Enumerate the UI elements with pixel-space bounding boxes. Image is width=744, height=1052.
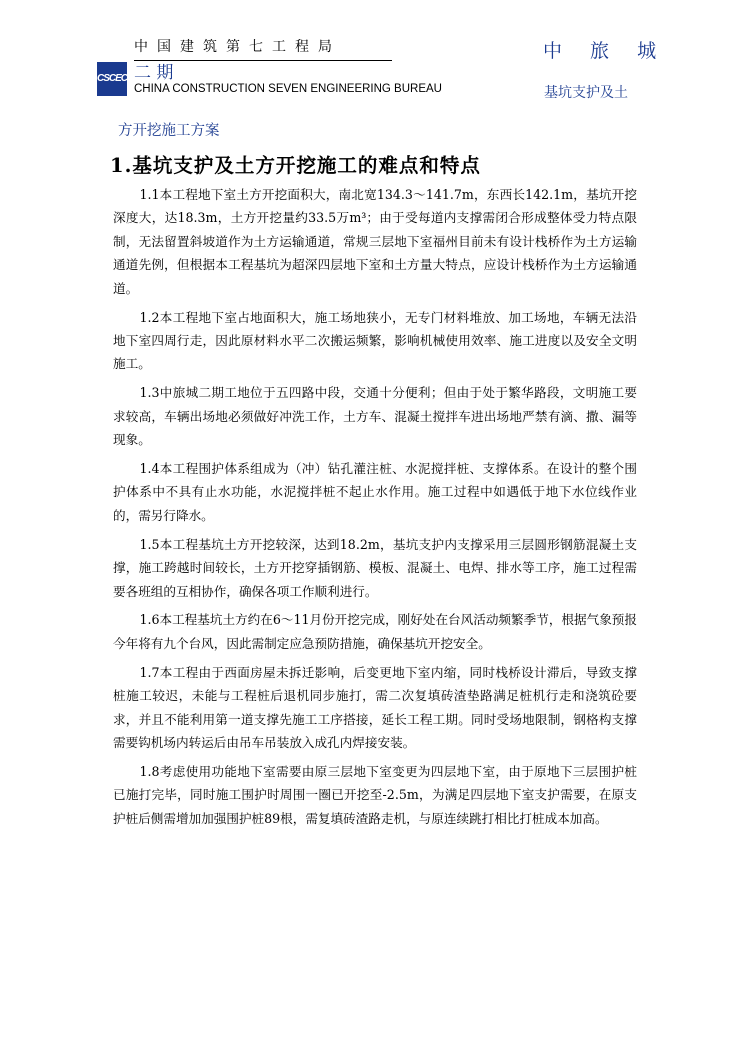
paragraph-1-8: 1.8考虑使用功能地下室需要由原三层地下室变更为四层地下室，由于原地下三层围护桩已施打完毕，同时施工围护时周围一圈已开挖至-2.5m，为满足四层地下室支护需要，在原支护桩后侧需增加加强围护桩89根，需复填砖渣路走机，与原连续跳打相比打桩成本加高。 — [113, 763, 637, 826]
section-title: 1.基坑支护及土方开挖施工的难点和特点 — [110, 154, 481, 177]
paragraph-1-1: 1.1本工程地下室土方开挖面积大，南北宽134.3～141.7m，东西长142.1m，基坑开挖深度大，达18.3m，土方开挖量约33.5万m³；由于受每道内支撑需闭合形成整体受力特点限制，无法留置斜坡道作为土方运输通道，常规三层地下室福州目前未有设计栈桥作为土方运输通道先例，但根据本工程基坑为超深四层地下室和土方量大特点，应设计栈桥作为土方运输通道。 — [113, 187, 637, 296]
paragraph-1-6: 1.6本工程基坑土方约在6～11月份开挖完成，刚好处在台风活动频繁季节，根据气象预报今年将有九个台风，因此需制定应急预防措施，确保基坑开挖安全。 — [113, 612, 637, 651]
paragraph-1-7: 1.7本工程由于西面房屋未拆迁影响，后变更地下室内缩，同时栈桥设计滞后，导致支撑桩施工较迟，未能与工程桩后退机同步施打，需二次复填砖渣垫路满足桩机行走和浇筑砼要求，并且不能利用第一道支撑先施工工序搭接，延长工程工期。同时受场地限制，钢格构支撑需要钩机场内转运后由吊车吊装放入成孔内焊接安装。 — [113, 664, 637, 750]
header-project-phase: 二 期 — [134, 63, 174, 83]
paragraph-1-4: 1.4本工程围护体系组成为（冲）钻孔灌注桩、水泥搅拌桩、支撑体系。在设计的整个围护体系中不具有止水功能，水泥搅拌桩不起止水作用。施工过程中如遇低于地下水位线作业的，需另行降水。 — [113, 460, 637, 523]
header-doc-title: 基坑支护及土 — [544, 85, 628, 101]
header-project-name: 中 旅 城 — [543, 40, 668, 62]
header-doc-title-continued: 方开挖施工方案 — [118, 123, 220, 139]
paragraph-1-5: 1.5本工程基坑土方开挖较深，达到18.2m，基坑支护内支撑采用三层圆形钢筋混凝土支撑，施工跨越时间较长，土方开挖穿插钢筋、模板、混凝土、电焊、排水等工序，施工过程需要各班组的互相协作，确保各项工作顺利进行。 — [113, 536, 637, 599]
header-english-name: CHINA CONSTRUCTION SEVEN ENGINEERING BUREAU — [134, 83, 442, 95]
company-logo-icon — [97, 62, 127, 96]
header-company-title: 中国建筑第七工程局 — [134, 38, 392, 61]
paragraph-1-2: 1.2本工程地下室占地面积大，施工场地狭小，无专门材料堆放、加工场地，车辆无法沿地下室四周行走，因此原材料水平二次搬运频繁，影响机械使用效率、施工进度以及安全文明施工。 — [113, 309, 637, 372]
paragraph-1-3: 1.3中旅城二期工地位于五四路中段，交通十分便利；但由于处于繁华路段，文明施工要求较高，车辆出场地必须做好冲洗工作，土方车、混凝土搅拌车进出场地严禁有滴、撒、漏等现象。 — [113, 385, 637, 448]
section-body — [113, 183, 637, 836]
logo-text: CSCEC — [97, 73, 127, 84]
